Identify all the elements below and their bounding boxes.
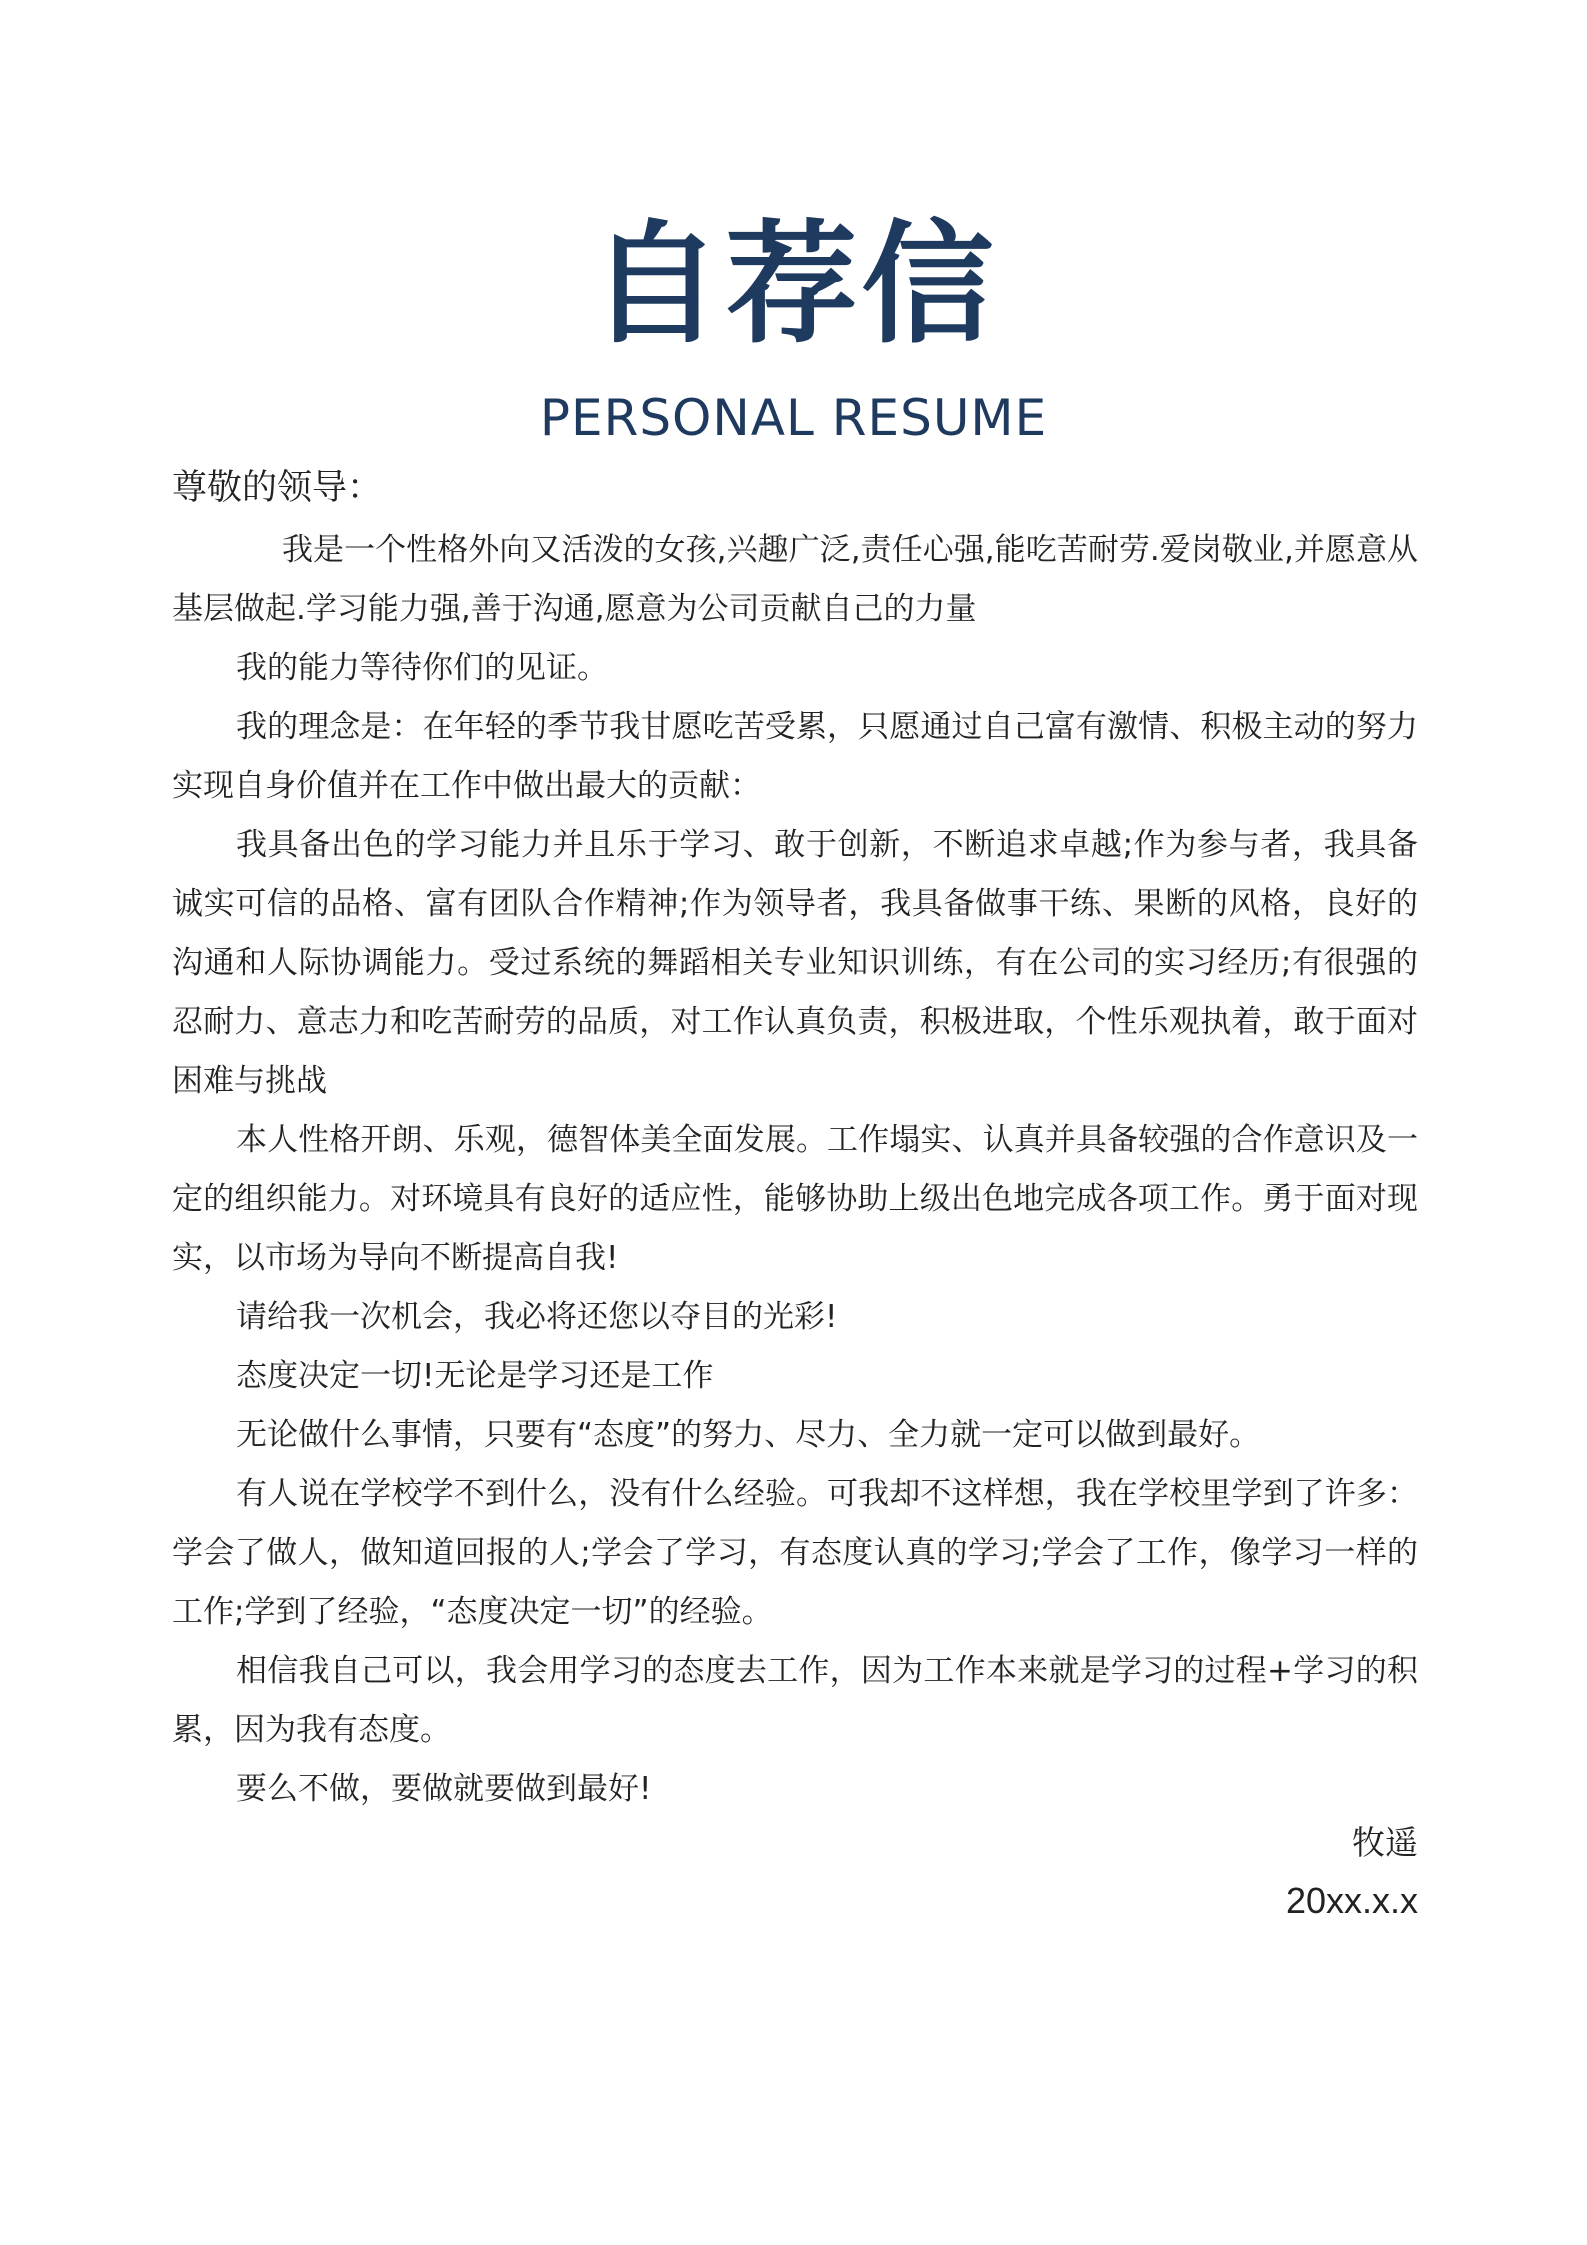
letter-paragraph: 我的理念是：在年轻的季节我甘愿吃苦受累，只愿通过自己富有激情、积极主动的努力实现自身价值并在工作中做出最大的贡献：: [172, 709, 1418, 804]
letter-paragraph: 请给我一次机会，我必将还您以夺目的光彩!: [236, 1299, 838, 1335]
letter-paragraph: 我具备出色的学习能力并且乐于学习、敢于创新，不断追求卓越;作为参与者，我具备诚实可信的品格、富有团队合作精神;作为领导者，我具备做事干练、果断的风格，良好的沟通和人际协调能力。受过系统的舞蹈相关专业知识训练，有在公司的实习经历;有很强的忍耐力、意志力和吃苦耐劳的品质，对工作认真负责，积极进取，个性乐观执着，敢于面对困难与挑战: [172, 827, 1418, 1099]
letter-greeting: 尊敬的领导：: [172, 468, 383, 508]
letter-paragraph: 我是一个性格外向又活泼的女孩,兴趣广泛,责任心强,能吃苦耐劳.爱岗敬业,并愿意从基层做起.学习能力强,善于沟通,愿意为公司贡献自己的力量: [172, 532, 1418, 627]
letter-paragraph: 态度决定一切!无论是学习还是工作: [236, 1358, 714, 1394]
letter-paragraph: 本人性格开朗、乐观，德智体美全面发展。工作塌实、认真并具备较强的合作意识及一定的组织能力。对环境具有良好的适应性，能够协助上级出色地完成各项工作。勇于面对现实，以市场为导向不断提高自我!: [172, 1122, 1418, 1276]
letter-paragraph: 相信我自己可以，我会用学习的态度去工作，因为工作本来就是学习的过程+学习的积累，因为我有态度。: [172, 1653, 1418, 1748]
letter-paragraph: 有人说在学校学不到什么，没有什么经验。可我却不这样想，我在学校里学到了许多：学会了做人，做知道回报的人;学会了学习，有态度认真的学习;学会了工作，像学习一样的工作;学到了经验，“态度决定一切”的经验。: [172, 1476, 1418, 1630]
page-subtitle: PERSONAL RESUME: [539, 389, 1048, 447]
signature-date: 20xx.x.x: [1285, 1880, 1418, 1921]
letter-body: [172, 455, 1418, 1819]
letter-paragraph: 我的能力等待你们的见证。: [236, 650, 608, 686]
signature-name: 牧遥: [1352, 1823, 1418, 1862]
letter-paragraph: 要么不做，要做就要做到最好!: [236, 1771, 652, 1807]
letter-paragraph: 无论做什么事情，只要有“态度”的努力、尽力、全力就一定可以做到最好。: [236, 1417, 1261, 1453]
page-title: 自荐信: [589, 208, 998, 362]
signature-block: [1286, 1814, 1418, 1930]
